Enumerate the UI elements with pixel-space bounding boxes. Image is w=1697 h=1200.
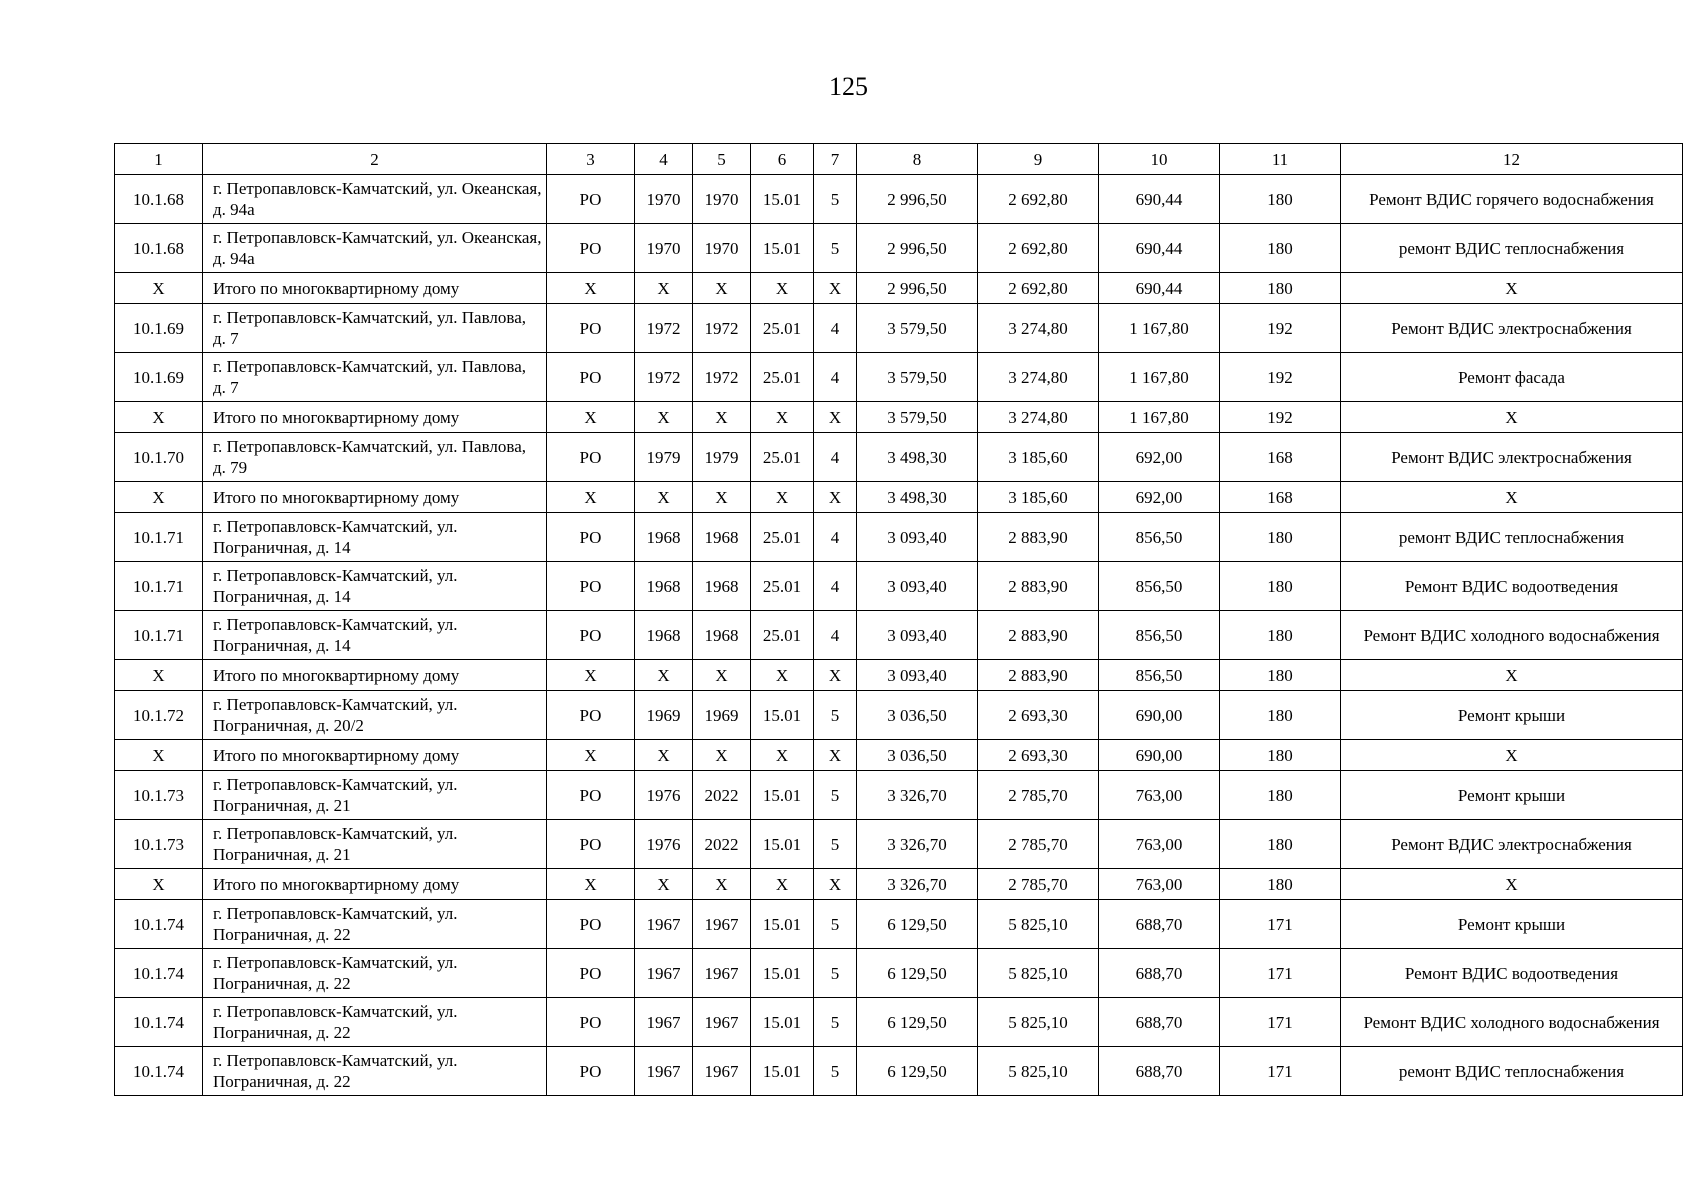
- cell-col-8: 2 996,50: [857, 224, 978, 273]
- cell-col-3: РО: [547, 998, 635, 1047]
- cell-col-6: 15.01: [751, 224, 814, 273]
- cell-col-9: 5 825,10: [978, 1047, 1099, 1096]
- cell-col-6: X: [751, 660, 814, 691]
- cell-col-12: Ремонт крыши: [1341, 900, 1683, 949]
- cell-col-12: Ремонт ВДИС водоотведения: [1341, 949, 1683, 998]
- cell-col-10: 692,00: [1099, 482, 1220, 513]
- cell-col-1: X: [115, 482, 203, 513]
- table-row: [115, 998, 1683, 1047]
- cell-col-3: X: [547, 660, 635, 691]
- cell-col-3: РО: [547, 433, 635, 482]
- cell-col-3: РО: [547, 175, 635, 224]
- column-header-3: 3: [547, 144, 635, 175]
- cell-col-4: 1967: [635, 1047, 693, 1096]
- cell-col-2: г. Петропавловск-Камчатский, ул. Пограничная, д. 22: [203, 1047, 547, 1096]
- cell-col-3: РО: [547, 691, 635, 740]
- cell-col-11: 180: [1220, 175, 1341, 224]
- cell-col-11: 180: [1220, 660, 1341, 691]
- cell-col-1: 10.1.74: [115, 1047, 203, 1096]
- cell-col-6: 15.01: [751, 1047, 814, 1096]
- cell-col-9: 3 185,60: [978, 482, 1099, 513]
- cell-col-6: 25.01: [751, 513, 814, 562]
- cell-col-3: РО: [547, 513, 635, 562]
- cell-col-2: г. Петропавловск-Камчатский, ул. Океанская, д. 94а: [203, 175, 547, 224]
- cell-col-3: РО: [547, 562, 635, 611]
- cell-col-5: X: [693, 402, 751, 433]
- cell-col-7: 5: [814, 175, 857, 224]
- cell-col-12: X: [1341, 482, 1683, 513]
- cell-col-10: 688,70: [1099, 998, 1220, 1047]
- column-header-5: 5: [693, 144, 751, 175]
- cell-col-2: г. Петропавловск-Камчатский, ул. Океанская, д. 94а: [203, 224, 547, 273]
- cell-col-4: 1972: [635, 304, 693, 353]
- cell-col-6: 25.01: [751, 562, 814, 611]
- cell-col-10: 1 167,80: [1099, 304, 1220, 353]
- cell-col-5: 1967: [693, 949, 751, 998]
- cell-col-8: 3 036,50: [857, 740, 978, 771]
- cell-col-6: 15.01: [751, 175, 814, 224]
- cell-col-6: 25.01: [751, 611, 814, 660]
- table-row: [115, 304, 1683, 353]
- cell-col-9: 2 883,90: [978, 611, 1099, 660]
- cell-col-7: 4: [814, 513, 857, 562]
- cell-col-1: X: [115, 273, 203, 304]
- cell-col-11: 171: [1220, 998, 1341, 1047]
- cell-col-4: 1970: [635, 175, 693, 224]
- cell-col-1: 10.1.71: [115, 562, 203, 611]
- cell-col-1: 10.1.71: [115, 513, 203, 562]
- cell-col-8: 2 996,50: [857, 175, 978, 224]
- cell-col-12: Ремонт крыши: [1341, 771, 1683, 820]
- cell-col-12: Ремонт ВДИС электроснабжения: [1341, 820, 1683, 869]
- cell-col-11: 180: [1220, 820, 1341, 869]
- cell-col-7: X: [814, 402, 857, 433]
- cell-col-11: 180: [1220, 273, 1341, 304]
- cell-col-10: 1 167,80: [1099, 353, 1220, 402]
- cell-col-9: 2 883,90: [978, 660, 1099, 691]
- cell-col-2: Итого по многоквартирному дому: [203, 660, 547, 691]
- cell-col-9: 2 883,90: [978, 562, 1099, 611]
- cell-col-10: 690,44: [1099, 224, 1220, 273]
- cell-col-3: X: [547, 273, 635, 304]
- cell-col-5: 2022: [693, 771, 751, 820]
- cell-col-6: 15.01: [751, 771, 814, 820]
- cell-col-7: 5: [814, 900, 857, 949]
- subtotal-row: [115, 273, 1683, 304]
- cell-col-5: 1972: [693, 353, 751, 402]
- cell-col-9: 5 825,10: [978, 998, 1099, 1047]
- cell-col-5: X: [693, 869, 751, 900]
- cell-col-10: 856,50: [1099, 660, 1220, 691]
- column-header-1: 1: [115, 144, 203, 175]
- cell-col-11: 192: [1220, 402, 1341, 433]
- cell-col-8: 3 093,40: [857, 611, 978, 660]
- cell-col-9: 2 785,70: [978, 771, 1099, 820]
- cell-col-6: X: [751, 740, 814, 771]
- cell-col-5: 1968: [693, 611, 751, 660]
- header-row: [115, 144, 1683, 175]
- table-row: [115, 224, 1683, 273]
- cell-col-1: 10.1.69: [115, 304, 203, 353]
- cell-col-3: РО: [547, 611, 635, 660]
- cell-col-12: ремонт ВДИС теплоснабжения: [1341, 513, 1683, 562]
- cell-col-8: 3 093,40: [857, 513, 978, 562]
- cell-col-8: 6 129,50: [857, 949, 978, 998]
- cell-col-1: 10.1.74: [115, 900, 203, 949]
- cell-col-4: X: [635, 402, 693, 433]
- cell-col-7: X: [814, 273, 857, 304]
- table-row: [115, 949, 1683, 998]
- cell-col-11: 180: [1220, 224, 1341, 273]
- cell-col-8: 3 326,70: [857, 820, 978, 869]
- cell-col-7: 5: [814, 224, 857, 273]
- cell-col-4: 1968: [635, 562, 693, 611]
- cell-col-7: X: [814, 482, 857, 513]
- cell-col-6: X: [751, 273, 814, 304]
- cell-col-6: 15.01: [751, 998, 814, 1047]
- cell-col-4: X: [635, 660, 693, 691]
- cell-col-1: 10.1.73: [115, 771, 203, 820]
- cell-col-5: 1970: [693, 224, 751, 273]
- cell-col-10: 688,70: [1099, 900, 1220, 949]
- cell-col-1: X: [115, 740, 203, 771]
- cell-col-5: X: [693, 482, 751, 513]
- cell-col-10: 690,00: [1099, 691, 1220, 740]
- cell-col-1: 10.1.69: [115, 353, 203, 402]
- cell-col-12: Ремонт фасада: [1341, 353, 1683, 402]
- cell-col-2: Итого по многоквартирному дому: [203, 869, 547, 900]
- cell-col-8: 3 093,40: [857, 660, 978, 691]
- cell-col-5: X: [693, 273, 751, 304]
- cell-col-12: Ремонт крыши: [1341, 691, 1683, 740]
- cell-col-4: 1976: [635, 820, 693, 869]
- cell-col-4: X: [635, 482, 693, 513]
- cell-col-7: X: [814, 660, 857, 691]
- cell-col-12: Ремонт ВДИС холодного водоснабжения: [1341, 611, 1683, 660]
- cell-col-7: 5: [814, 1047, 857, 1096]
- cell-col-10: 690,44: [1099, 175, 1220, 224]
- column-header-8: 8: [857, 144, 978, 175]
- cell-col-4: 1970: [635, 224, 693, 273]
- cell-col-4: 1969: [635, 691, 693, 740]
- cell-col-5: 1968: [693, 513, 751, 562]
- cell-col-2: г. Петропавловск-Камчатский, ул. Пограничная, д. 21: [203, 771, 547, 820]
- table-row: [115, 1047, 1683, 1096]
- cell-col-4: 1968: [635, 513, 693, 562]
- cell-col-7: 4: [814, 433, 857, 482]
- cell-col-6: 15.01: [751, 949, 814, 998]
- cell-col-5: 1967: [693, 998, 751, 1047]
- table-row: [115, 433, 1683, 482]
- cell-col-5: 1970: [693, 175, 751, 224]
- cell-col-9: 2 692,80: [978, 175, 1099, 224]
- cell-col-2: г. Петропавловск-Камчатский, ул. Павлова, д. 7: [203, 353, 547, 402]
- table-row: [115, 353, 1683, 402]
- cell-col-11: 171: [1220, 949, 1341, 998]
- cell-col-8: 3 326,70: [857, 771, 978, 820]
- cell-col-10: 856,50: [1099, 562, 1220, 611]
- cell-col-5: 1967: [693, 900, 751, 949]
- cell-col-12: X: [1341, 740, 1683, 771]
- cell-col-3: РО: [547, 900, 635, 949]
- cell-col-11: 180: [1220, 691, 1341, 740]
- cell-col-4: X: [635, 869, 693, 900]
- table-row: [115, 611, 1683, 660]
- cell-col-4: 1972: [635, 353, 693, 402]
- cell-col-7: 5: [814, 771, 857, 820]
- cell-col-6: X: [751, 402, 814, 433]
- cell-col-12: X: [1341, 402, 1683, 433]
- cell-col-10: 856,50: [1099, 611, 1220, 660]
- cell-col-2: г. Петропавловск-Камчатский, ул. Пограничная, д. 22: [203, 998, 547, 1047]
- subtotal-row: [115, 660, 1683, 691]
- cell-col-11: 180: [1220, 771, 1341, 820]
- cell-col-2: Итого по многоквартирному дому: [203, 482, 547, 513]
- cell-col-1: X: [115, 660, 203, 691]
- cell-col-12: Ремонт ВДИС электроснабжения: [1341, 304, 1683, 353]
- cell-col-12: X: [1341, 869, 1683, 900]
- cell-col-9: 2 693,30: [978, 691, 1099, 740]
- cell-col-3: X: [547, 402, 635, 433]
- cell-col-5: 1969: [693, 691, 751, 740]
- cell-col-10: 763,00: [1099, 820, 1220, 869]
- column-header-12: 12: [1341, 144, 1683, 175]
- cell-col-3: X: [547, 869, 635, 900]
- cell-col-9: 2 883,90: [978, 513, 1099, 562]
- cell-col-10: 690,44: [1099, 273, 1220, 304]
- cell-col-6: 15.01: [751, 820, 814, 869]
- cell-col-11: 168: [1220, 433, 1341, 482]
- table-row: [115, 562, 1683, 611]
- cell-col-2: г. Петропавловск-Камчатский, ул. Павлова, д. 7: [203, 304, 547, 353]
- cell-col-10: 690,00: [1099, 740, 1220, 771]
- cell-col-8: 3 036,50: [857, 691, 978, 740]
- cell-col-2: г. Петропавловск-Камчатский, ул. Павлова, д. 79: [203, 433, 547, 482]
- cell-col-7: 5: [814, 691, 857, 740]
- cell-col-8: 2 996,50: [857, 273, 978, 304]
- subtotal-row: [115, 740, 1683, 771]
- cell-col-9: 5 825,10: [978, 900, 1099, 949]
- repair-table: [114, 143, 1683, 1096]
- cell-col-1: 10.1.68: [115, 224, 203, 273]
- cell-col-2: г. Петропавловск-Камчатский, ул. Пограничная, д. 20/2: [203, 691, 547, 740]
- cell-col-2: г. Петропавловск-Камчатский, ул. Пограничная, д. 21: [203, 820, 547, 869]
- cell-col-6: X: [751, 482, 814, 513]
- cell-col-11: 180: [1220, 869, 1341, 900]
- cell-col-11: 192: [1220, 353, 1341, 402]
- cell-col-1: 10.1.71: [115, 611, 203, 660]
- subtotal-row: [115, 482, 1683, 513]
- cell-col-1: 10.1.74: [115, 949, 203, 998]
- cell-col-9: 2 692,80: [978, 273, 1099, 304]
- cell-col-9: 3 274,80: [978, 304, 1099, 353]
- cell-col-5: 1967: [693, 1047, 751, 1096]
- column-header-6: 6: [751, 144, 814, 175]
- table-row: [115, 820, 1683, 869]
- cell-col-1: 10.1.72: [115, 691, 203, 740]
- cell-col-8: 6 129,50: [857, 998, 978, 1047]
- cell-col-9: 2 785,70: [978, 820, 1099, 869]
- cell-col-11: 171: [1220, 900, 1341, 949]
- cell-col-8: 6 129,50: [857, 900, 978, 949]
- cell-col-3: X: [547, 740, 635, 771]
- table-row: [115, 691, 1683, 740]
- cell-col-5: X: [693, 740, 751, 771]
- cell-col-12: X: [1341, 273, 1683, 304]
- cell-col-2: Итого по многоквартирному дому: [203, 402, 547, 433]
- cell-col-3: РО: [547, 949, 635, 998]
- cell-col-2: г. Петропавловск-Камчатский, ул. Пограничная, д. 22: [203, 949, 547, 998]
- cell-col-4: 1967: [635, 900, 693, 949]
- cell-col-12: ремонт ВДИС теплоснабжения: [1341, 1047, 1683, 1096]
- cell-col-2: г. Петропавловск-Камчатский, ул. Пограничная, д. 14: [203, 611, 547, 660]
- cell-col-8: 3 326,70: [857, 869, 978, 900]
- cell-col-12: Ремонт ВДИС водоотведения: [1341, 562, 1683, 611]
- column-header-2: 2: [203, 144, 547, 175]
- column-header-4: 4: [635, 144, 693, 175]
- cell-col-3: X: [547, 482, 635, 513]
- cell-col-6: 25.01: [751, 304, 814, 353]
- cell-col-1: 10.1.70: [115, 433, 203, 482]
- cell-col-4: 1979: [635, 433, 693, 482]
- cell-col-10: 763,00: [1099, 771, 1220, 820]
- cell-col-9: 3 185,60: [978, 433, 1099, 482]
- cell-col-3: РО: [547, 1047, 635, 1096]
- cell-col-11: 180: [1220, 740, 1341, 771]
- cell-col-3: РО: [547, 304, 635, 353]
- cell-col-3: РО: [547, 820, 635, 869]
- cell-col-4: 1968: [635, 611, 693, 660]
- column-header-11: 11: [1220, 144, 1341, 175]
- table-row: [115, 175, 1683, 224]
- cell-col-8: 3 498,30: [857, 433, 978, 482]
- cell-col-5: 1979: [693, 433, 751, 482]
- column-header-10: 10: [1099, 144, 1220, 175]
- column-header-7: 7: [814, 144, 857, 175]
- table-row: [115, 900, 1683, 949]
- cell-col-4: X: [635, 273, 693, 304]
- cell-col-11: 180: [1220, 513, 1341, 562]
- cell-col-2: Итого по многоквартирному дому: [203, 273, 547, 304]
- cell-col-7: 4: [814, 353, 857, 402]
- cell-col-8: 3 579,50: [857, 353, 978, 402]
- cell-col-8: 3 579,50: [857, 304, 978, 353]
- cell-col-8: 3 579,50: [857, 402, 978, 433]
- cell-col-12: Ремонт ВДИС холодного водоснабжения: [1341, 998, 1683, 1047]
- cell-col-8: 3 498,30: [857, 482, 978, 513]
- cell-col-7: 5: [814, 820, 857, 869]
- cell-col-7: 4: [814, 304, 857, 353]
- cell-col-7: 4: [814, 562, 857, 611]
- cell-col-12: Ремонт ВДИС электроснабжения: [1341, 433, 1683, 482]
- table-row: [115, 513, 1683, 562]
- cell-col-7: 5: [814, 949, 857, 998]
- cell-col-7: X: [814, 869, 857, 900]
- cell-col-1: X: [115, 869, 203, 900]
- cell-col-5: X: [693, 660, 751, 691]
- cell-col-10: 688,70: [1099, 1047, 1220, 1096]
- table-row: [115, 771, 1683, 820]
- cell-col-11: 192: [1220, 304, 1341, 353]
- cell-col-9: 5 825,10: [978, 949, 1099, 998]
- cell-col-5: 2022: [693, 820, 751, 869]
- cell-col-7: 4: [814, 611, 857, 660]
- cell-col-1: 10.1.68: [115, 175, 203, 224]
- cell-col-6: 15.01: [751, 900, 814, 949]
- cell-col-3: РО: [547, 353, 635, 402]
- cell-col-9: 2 785,70: [978, 869, 1099, 900]
- cell-col-4: X: [635, 740, 693, 771]
- cell-col-10: 856,50: [1099, 513, 1220, 562]
- cell-col-3: РО: [547, 224, 635, 273]
- page-number: 125: [829, 72, 868, 101]
- cell-col-10: 763,00: [1099, 869, 1220, 900]
- cell-col-8: 6 129,50: [857, 1047, 978, 1096]
- cell-col-7: X: [814, 740, 857, 771]
- cell-col-11: 180: [1220, 611, 1341, 660]
- cell-col-4: 1976: [635, 771, 693, 820]
- subtotal-row: [115, 869, 1683, 900]
- cell-col-5: 1968: [693, 562, 751, 611]
- cell-col-1: 10.1.73: [115, 820, 203, 869]
- cell-col-12: Ремонт ВДИС горячего водоснабжения: [1341, 175, 1683, 224]
- cell-col-1: 10.1.74: [115, 998, 203, 1047]
- cell-col-8: 3 093,40: [857, 562, 978, 611]
- cell-col-9: 2 693,30: [978, 740, 1099, 771]
- cell-col-7: 5: [814, 998, 857, 1047]
- cell-col-3: РО: [547, 771, 635, 820]
- cell-col-2: г. Петропавловск-Камчатский, ул. Пограничная, д. 14: [203, 513, 547, 562]
- cell-col-6: 25.01: [751, 433, 814, 482]
- cell-col-12: ремонт ВДИС теплоснабжения: [1341, 224, 1683, 273]
- cell-col-6: 25.01: [751, 353, 814, 402]
- cell-col-12: X: [1341, 660, 1683, 691]
- cell-col-2: Итого по многоквартирному дому: [203, 740, 547, 771]
- cell-col-10: 688,70: [1099, 949, 1220, 998]
- cell-col-10: 1 167,80: [1099, 402, 1220, 433]
- cell-col-2: г. Петропавловск-Камчатский, ул. Пограничная, д. 14: [203, 562, 547, 611]
- cell-col-5: 1972: [693, 304, 751, 353]
- cell-col-9: 2 692,80: [978, 224, 1099, 273]
- table-body: [115, 144, 1683, 1096]
- cell-col-2: г. Петропавловск-Камчатский, ул. Пограничная, д. 22: [203, 900, 547, 949]
- cell-col-11: 168: [1220, 482, 1341, 513]
- cell-col-11: 180: [1220, 562, 1341, 611]
- cell-col-6: X: [751, 869, 814, 900]
- cell-col-6: 15.01: [751, 691, 814, 740]
- column-header-9: 9: [978, 144, 1099, 175]
- cell-col-1: X: [115, 402, 203, 433]
- cell-col-10: 692,00: [1099, 433, 1220, 482]
- cell-col-9: 3 274,80: [978, 353, 1099, 402]
- cell-col-9: 3 274,80: [978, 402, 1099, 433]
- cell-col-4: 1967: [635, 998, 693, 1047]
- cell-col-11: 171: [1220, 1047, 1341, 1096]
- subtotal-row: [115, 402, 1683, 433]
- cell-col-4: 1967: [635, 949, 693, 998]
